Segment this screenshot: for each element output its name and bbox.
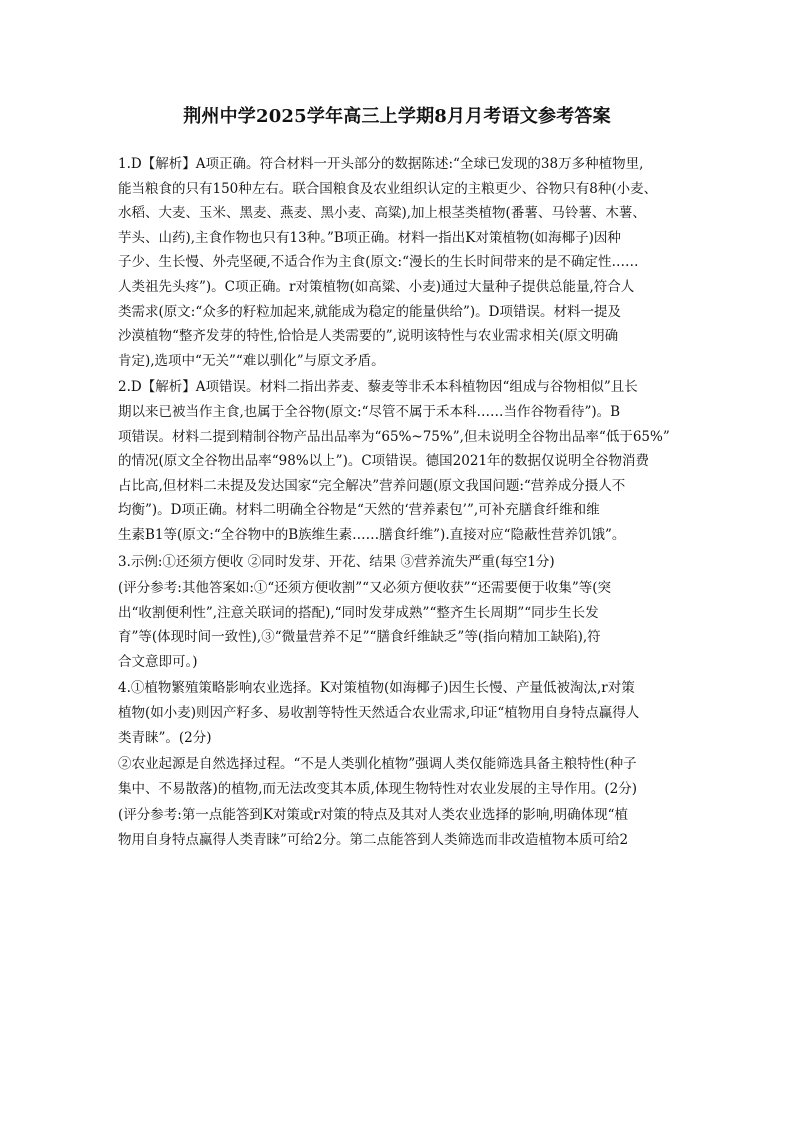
text-line: 1.D【解析】A项正确。符合材料一开头部分的数据陈述:“全球已发现的38万多种植物里,: [118, 156, 644, 172]
text-line: ②农业起源是自然选择过程。“不是人类驯化植物”强调人类仅能筛选具备主粮特性(种子: [118, 756, 637, 773]
text-line: 人类祖先头疼”)。C项正确。r对策植物(如高粱、小麦)通过大量种子提供总能量,符合人: [118, 278, 635, 295]
text-line: 生素B1等(原文:“全谷物中的B族维生素……膳食纤维”).直接对应“隐蔽性营养饥饿”。: [118, 526, 626, 543]
text-line: 的情况(原文全谷物出品率“98%以上”)。C项错误。德国2021年的数据仅说明全谷物消费: [118, 453, 650, 470]
text-line: 均衡”)。D项正确。材料二明确全谷物是“天然的‘营养素包’”,可补充膳食纤维和维: [118, 502, 600, 519]
answer-4-paragraph: [118, 676, 686, 750]
scoring-note-3: [118, 576, 686, 674]
text-line: 类青睐”。(2分): [118, 729, 212, 746]
answer-1-paragraph: [118, 152, 686, 373]
text-line: 3.示例:①还须方便收 ②同时发芽、开花、结果 ③营养流失严重(每空1分): [118, 553, 555, 570]
text-line: 物用自身特点赢得人类青睐”可给2分。第二点能答到人类筛选而非改造植物本质可给2: [118, 832, 629, 849]
text-line: 集中、不易散落)的植物,而无法改变其本质,体现生物特性对农业发展的主导作用。(2分): [118, 780, 637, 797]
answer-3-paragraph: [118, 550, 686, 575]
text-line: 2.D【解析】A项错误。材料二指出荞麦、藜麦等非禾本科植物因“组成与谷物相似”且长: [118, 379, 638, 396]
text-line: 沙漠植物“整齐发芽的特性,恰恰是人类需要的”,说明该特性与农业需求相关(原文明确: [118, 328, 619, 345]
text-line: 能当粮食的只有150种左右。联合国粮食及农业组织认定的主粮更少、谷物只有8种(小麦、: [118, 180, 658, 197]
answer-body: [118, 152, 686, 855]
text-line: 占比高,但材料二未提及发达国家“完全解决”营养问题(原文我国问题:“营养成分摄人不: [118, 477, 626, 494]
text-line: 子少、生长慢、外壳坚硬,不适合作为主食(原文:“漫长的生长时间带来的是不确定性……: [118, 254, 639, 271]
answer-2-paragraph: [118, 375, 686, 547]
text-line: (评分参考:其他答案如:①“还须方便收割”“又必须方便收获”“还需要便于收集”等(突: [118, 580, 612, 597]
text-line: 期以来已被当作主食,也属于全谷物(原文:“尽管不属于禾本科……当作谷物看待”)。B: [118, 403, 621, 420]
text-line: 芋头、山药),主食作物也只有13种。”B项正确。材料一指出K对策植物(如海椰子)因种: [118, 229, 621, 246]
text-line: 出“收割便利性”,注意关联词的搭配),“同时发芽成熟”“整齐生长周期”“同步生长发: [118, 604, 599, 621]
text-line: 植物(如小麦)则因产籽多、易收割等特性天然适合农业需求,印证“植物用自身特点赢得人: [118, 705, 640, 722]
text-line: 育”等(体现时间一致性),③“微量营养不足”“膳食纤维缺乏”等(指向精加工缺陷),符: [118, 629, 601, 646]
text-line: 肯定),选项中“无关”“难以驯化”与原文矛盾。: [118, 352, 385, 369]
text-line: 4.①植物繁殖策略影响农业选择。K对策植物(如海椰子)因生长慢、产量低被淘汰,r对策: [118, 680, 635, 697]
text-line: 合文意即可。): [118, 653, 198, 670]
text-line: 水稻、大麦、玉米、黑麦、燕麦、黑小麦、高粱),加上根茎类植物(番薯、马铃薯、木薯、: [118, 205, 646, 222]
scoring-note-4: [118, 803, 686, 852]
text-line: 项错误。材料二提到精制谷物产品出品率为“65%~75%”,但未说明全谷物出品率“低于65%”: [118, 428, 670, 445]
answer-4-point-2: [118, 752, 686, 801]
text-line: (评分参考:第一点能答到K对策或r对策的特点及其对人类农业选择的影响,明确体现“植: [118, 807, 629, 824]
text-line: 类需求(原文:“众多的籽粒加起来,就能成为稳定的能量供给”)。D项错误。材料一提及: [118, 303, 621, 320]
page-title: 荆州中学2025学年高三上学期8月月考语文参考答案: [183, 106, 611, 127]
